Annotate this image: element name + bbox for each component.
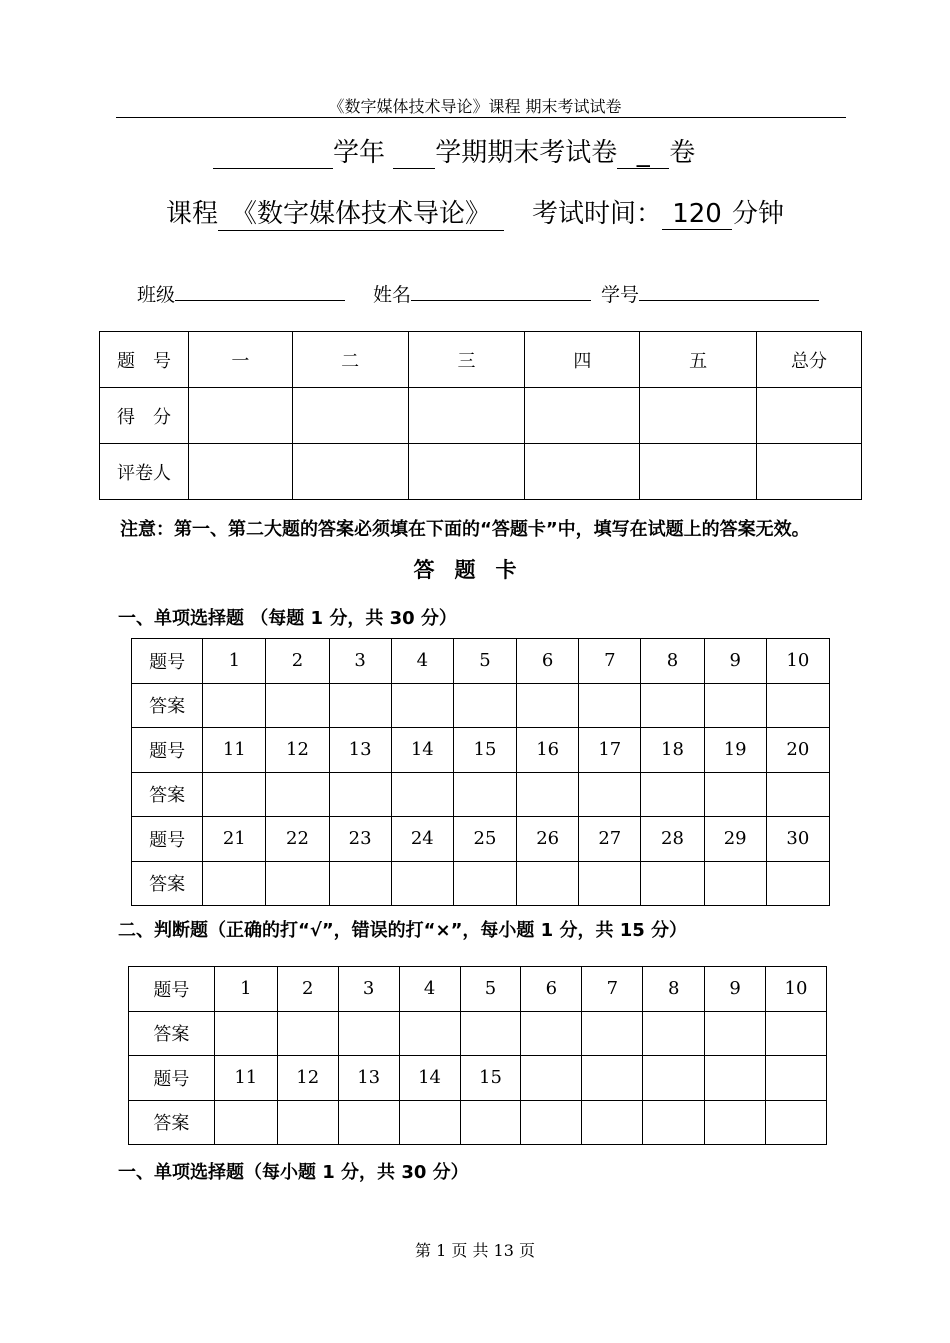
answer-cell[interactable] — [582, 1100, 643, 1145]
answer-cell[interactable] — [521, 1011, 582, 1056]
score-cell[interactable] — [292, 388, 408, 444]
page-footer: 第 1 页 共 13 页 — [415, 1241, 535, 1260]
answer-cell[interactable] — [214, 1100, 277, 1145]
answer-cell[interactable] — [203, 683, 266, 728]
question-number-cell: 14 — [399, 1056, 460, 1101]
grader-cell[interactable] — [188, 444, 292, 500]
question-number-label: 题号 — [129, 967, 215, 1012]
answer-cell[interactable] — [399, 1011, 460, 1056]
answer-cell[interactable] — [766, 1100, 827, 1145]
answer-cell[interactable] — [704, 861, 766, 906]
score-header-cell: 五 — [640, 332, 757, 388]
grader-cell[interactable] — [757, 444, 862, 500]
grader-cell[interactable] — [640, 444, 757, 500]
answer-cell[interactable] — [453, 683, 516, 728]
score-header-cell: 题 号 — [100, 332, 189, 388]
answer-cell[interactable] — [203, 861, 266, 906]
question-number-cell: 23 — [329, 817, 391, 862]
question-number-cell: 28 — [641, 817, 704, 862]
answer-row — [132, 772, 830, 817]
answer-cell[interactable] — [704, 683, 766, 728]
question-number-cell: 18 — [641, 728, 704, 773]
answer-cell[interactable] — [277, 1100, 338, 1145]
score-header-cell: 总分 — [757, 332, 862, 388]
answer-cell[interactable] — [399, 1100, 460, 1145]
section3-title: 一、单项选择题（每小题 1 分，共 30 分） — [118, 1162, 469, 1183]
answer-cell[interactable] — [641, 772, 704, 817]
question-number-cell: 9 — [705, 967, 766, 1012]
question-number-cell: 7 — [579, 639, 641, 684]
question-number-cell — [705, 1056, 766, 1101]
answer-cell[interactable] — [517, 683, 579, 728]
score-cell[interactable] — [188, 388, 292, 444]
answer-cell[interactable] — [766, 683, 829, 728]
question-number-row — [132, 817, 830, 862]
section1-title: 一、单项选择题 （每题 1 分，共 30 分） — [118, 608, 457, 629]
question-number-cell: 13 — [338, 1056, 399, 1101]
paper-suffix: 卷 — [669, 138, 696, 168]
question-number-cell: 22 — [266, 817, 329, 862]
score-header-row — [100, 332, 862, 388]
answer-row — [129, 1100, 827, 1145]
question-number-cell: 27 — [579, 817, 641, 862]
question-number-cell: 9 — [704, 639, 766, 684]
answer-cell[interactable] — [704, 772, 766, 817]
answer-cell[interactable] — [579, 683, 641, 728]
paper-blank-mark: _ — [636, 138, 650, 168]
course-name: 《数字媒体技术导论》 — [231, 199, 492, 229]
academic-year-blank[interactable] — [213, 138, 333, 169]
score-row — [100, 388, 862, 444]
question-number-cell: 8 — [641, 639, 704, 684]
question-number-cell: 14 — [391, 728, 453, 773]
answer-cell[interactable] — [517, 772, 579, 817]
question-number-cell: 5 — [453, 639, 516, 684]
section1-answer-table — [131, 638, 830, 906]
term-suffix: 学期期末考试卷 — [435, 138, 618, 168]
answer-cell[interactable] — [329, 683, 391, 728]
score-table — [99, 331, 862, 500]
running-header: 《数字媒体技术导论》课程 期末考试试卷 — [328, 97, 622, 116]
question-number-cell — [582, 1056, 643, 1101]
question-number-row — [129, 1056, 827, 1101]
score-header-cell: 一 — [188, 332, 292, 388]
question-number-cell: 15 — [460, 1056, 521, 1101]
grader-row-label: 评卷人 — [100, 444, 189, 500]
year-suffix: 学年 — [333, 138, 386, 168]
answer-card-title: 答题卡 — [413, 558, 537, 582]
exam-title-line — [213, 132, 695, 169]
score-row-label: 得 分 — [100, 388, 189, 444]
time-label: 考试时间： — [532, 199, 663, 229]
paper-type-blank[interactable] — [617, 138, 669, 169]
question-number-cell: 2 — [266, 639, 329, 684]
answer-cell[interactable] — [391, 683, 453, 728]
answer-cell[interactable] — [338, 1100, 399, 1145]
score-cell[interactable] — [757, 388, 862, 444]
score-header-cell: 四 — [525, 332, 640, 388]
answer-cell[interactable] — [766, 1011, 827, 1056]
time-value: 120 — [672, 199, 722, 229]
term-blank[interactable] — [393, 138, 435, 169]
section2-title: 二、判断题（正确的打“√”，错误的打“×”，每小题 1 分，共 15 分） — [118, 920, 688, 941]
question-number-cell: 25 — [453, 817, 516, 862]
score-header-cell: 二 — [292, 332, 408, 388]
answer-cell[interactable] — [521, 1100, 582, 1145]
question-number-cell: 12 — [277, 1056, 338, 1101]
answer-row — [132, 683, 830, 728]
answer-note: 注意：第一、第二大题的答案必须填在下面的“答题卡”中，填写在试题上的答案无效。 — [120, 519, 810, 540]
answer-cell[interactable] — [641, 861, 704, 906]
answer-row — [132, 861, 830, 906]
section2-answer-table — [128, 966, 827, 1145]
question-number-cell — [521, 1056, 582, 1101]
question-number-cell: 4 — [399, 967, 460, 1012]
answer-cell[interactable] — [453, 861, 516, 906]
question-number-cell: 13 — [329, 728, 391, 773]
answer-cell[interactable] — [643, 1011, 705, 1056]
answer-label: 答案 — [132, 683, 203, 728]
header-rule — [116, 117, 846, 118]
answer-cell[interactable] — [460, 1011, 521, 1056]
answer-cell[interactable] — [266, 861, 329, 906]
course-label: 课程 — [166, 199, 219, 229]
answer-cell[interactable] — [277, 1011, 338, 1056]
question-number-cell: 30 — [766, 817, 829, 862]
student-id-label: 学号 — [601, 284, 640, 306]
score-header-cell: 三 — [408, 332, 525, 388]
question-number-cell: 5 — [460, 967, 521, 1012]
class-field[interactable] — [175, 280, 345, 301]
answer-cell[interactable] — [766, 772, 829, 817]
answer-cell[interactable] — [460, 1100, 521, 1145]
question-number-cell: 16 — [517, 728, 579, 773]
answer-cell[interactable] — [329, 772, 391, 817]
answer-cell[interactable] — [517, 861, 579, 906]
score-cell[interactable] — [640, 388, 757, 444]
question-number-cell: 17 — [579, 728, 641, 773]
question-number-cell: 8 — [643, 967, 705, 1012]
question-number-cell: 11 — [214, 1056, 277, 1101]
question-number-cell: 19 — [704, 728, 766, 773]
question-number-cell: 24 — [391, 817, 453, 862]
question-number-cell: 7 — [582, 967, 643, 1012]
answer-cell[interactable] — [266, 683, 329, 728]
answer-cell[interactable] — [582, 1011, 643, 1056]
question-number-cell: 6 — [521, 967, 582, 1012]
answer-cell[interactable] — [214, 1011, 277, 1056]
question-number-row — [129, 967, 827, 1012]
time-unit: 分钟 — [732, 199, 785, 229]
answer-label: 答案 — [132, 772, 203, 817]
answer-cell[interactable] — [391, 772, 453, 817]
question-number-cell: 10 — [766, 639, 829, 684]
course-name-field — [218, 193, 504, 231]
question-number-label: 题号 — [132, 639, 203, 684]
answer-cell[interactable] — [453, 772, 516, 817]
grader-cell[interactable] — [525, 444, 640, 500]
question-number-cell: 29 — [704, 817, 766, 862]
answer-label: 答案 — [129, 1011, 215, 1056]
answer-cell[interactable] — [643, 1100, 705, 1145]
answer-cell[interactable] — [391, 861, 453, 906]
question-number-cell: 2 — [277, 967, 338, 1012]
class-label: 班级 — [137, 284, 176, 306]
grader-cell[interactable] — [292, 444, 408, 500]
student-id-field[interactable] — [639, 280, 819, 301]
question-number-label: 题号 — [132, 728, 203, 773]
grader-row — [100, 444, 862, 500]
answer-row — [129, 1011, 827, 1056]
grader-cell[interactable] — [408, 444, 525, 500]
question-number-cell — [643, 1056, 705, 1101]
answer-cell[interactable] — [705, 1011, 766, 1056]
answer-cell[interactable] — [641, 683, 704, 728]
question-number-cell: 10 — [766, 967, 827, 1012]
answer-cell[interactable] — [705, 1100, 766, 1145]
student-info-line — [137, 280, 819, 307]
answer-label: 答案 — [132, 861, 203, 906]
answer-cell[interactable] — [203, 772, 266, 817]
question-number-cell: 20 — [766, 728, 829, 773]
answer-cell[interactable] — [579, 861, 641, 906]
question-number-cell: 4 — [391, 639, 453, 684]
question-number-row — [132, 728, 830, 773]
answer-cell[interactable] — [338, 1011, 399, 1056]
score-cell[interactable] — [408, 388, 525, 444]
question-number-cell: 1 — [203, 639, 266, 684]
question-number-cell: 11 — [203, 728, 266, 773]
question-number-cell — [766, 1056, 827, 1101]
question-number-row — [132, 639, 830, 684]
answer-cell[interactable] — [579, 772, 641, 817]
question-number-cell: 26 — [517, 817, 579, 862]
score-cell[interactable] — [525, 388, 640, 444]
answer-cell[interactable] — [266, 772, 329, 817]
answer-cell[interactable] — [329, 861, 391, 906]
question-number-cell: 1 — [214, 967, 277, 1012]
answer-cell[interactable] — [766, 861, 829, 906]
question-number-cell: 21 — [203, 817, 266, 862]
course-line — [166, 193, 784, 231]
question-number-cell: 3 — [329, 639, 391, 684]
time-value-field — [662, 199, 732, 230]
question-number-cell: 15 — [453, 728, 516, 773]
name-label: 姓名 — [373, 284, 412, 306]
name-field[interactable] — [411, 280, 591, 301]
question-number-label: 题号 — [129, 1056, 215, 1101]
question-number-cell: 3 — [338, 967, 399, 1012]
question-number-cell: 12 — [266, 728, 329, 773]
question-number-cell: 6 — [517, 639, 579, 684]
answer-label: 答案 — [129, 1100, 215, 1145]
question-number-label: 题号 — [132, 817, 203, 862]
